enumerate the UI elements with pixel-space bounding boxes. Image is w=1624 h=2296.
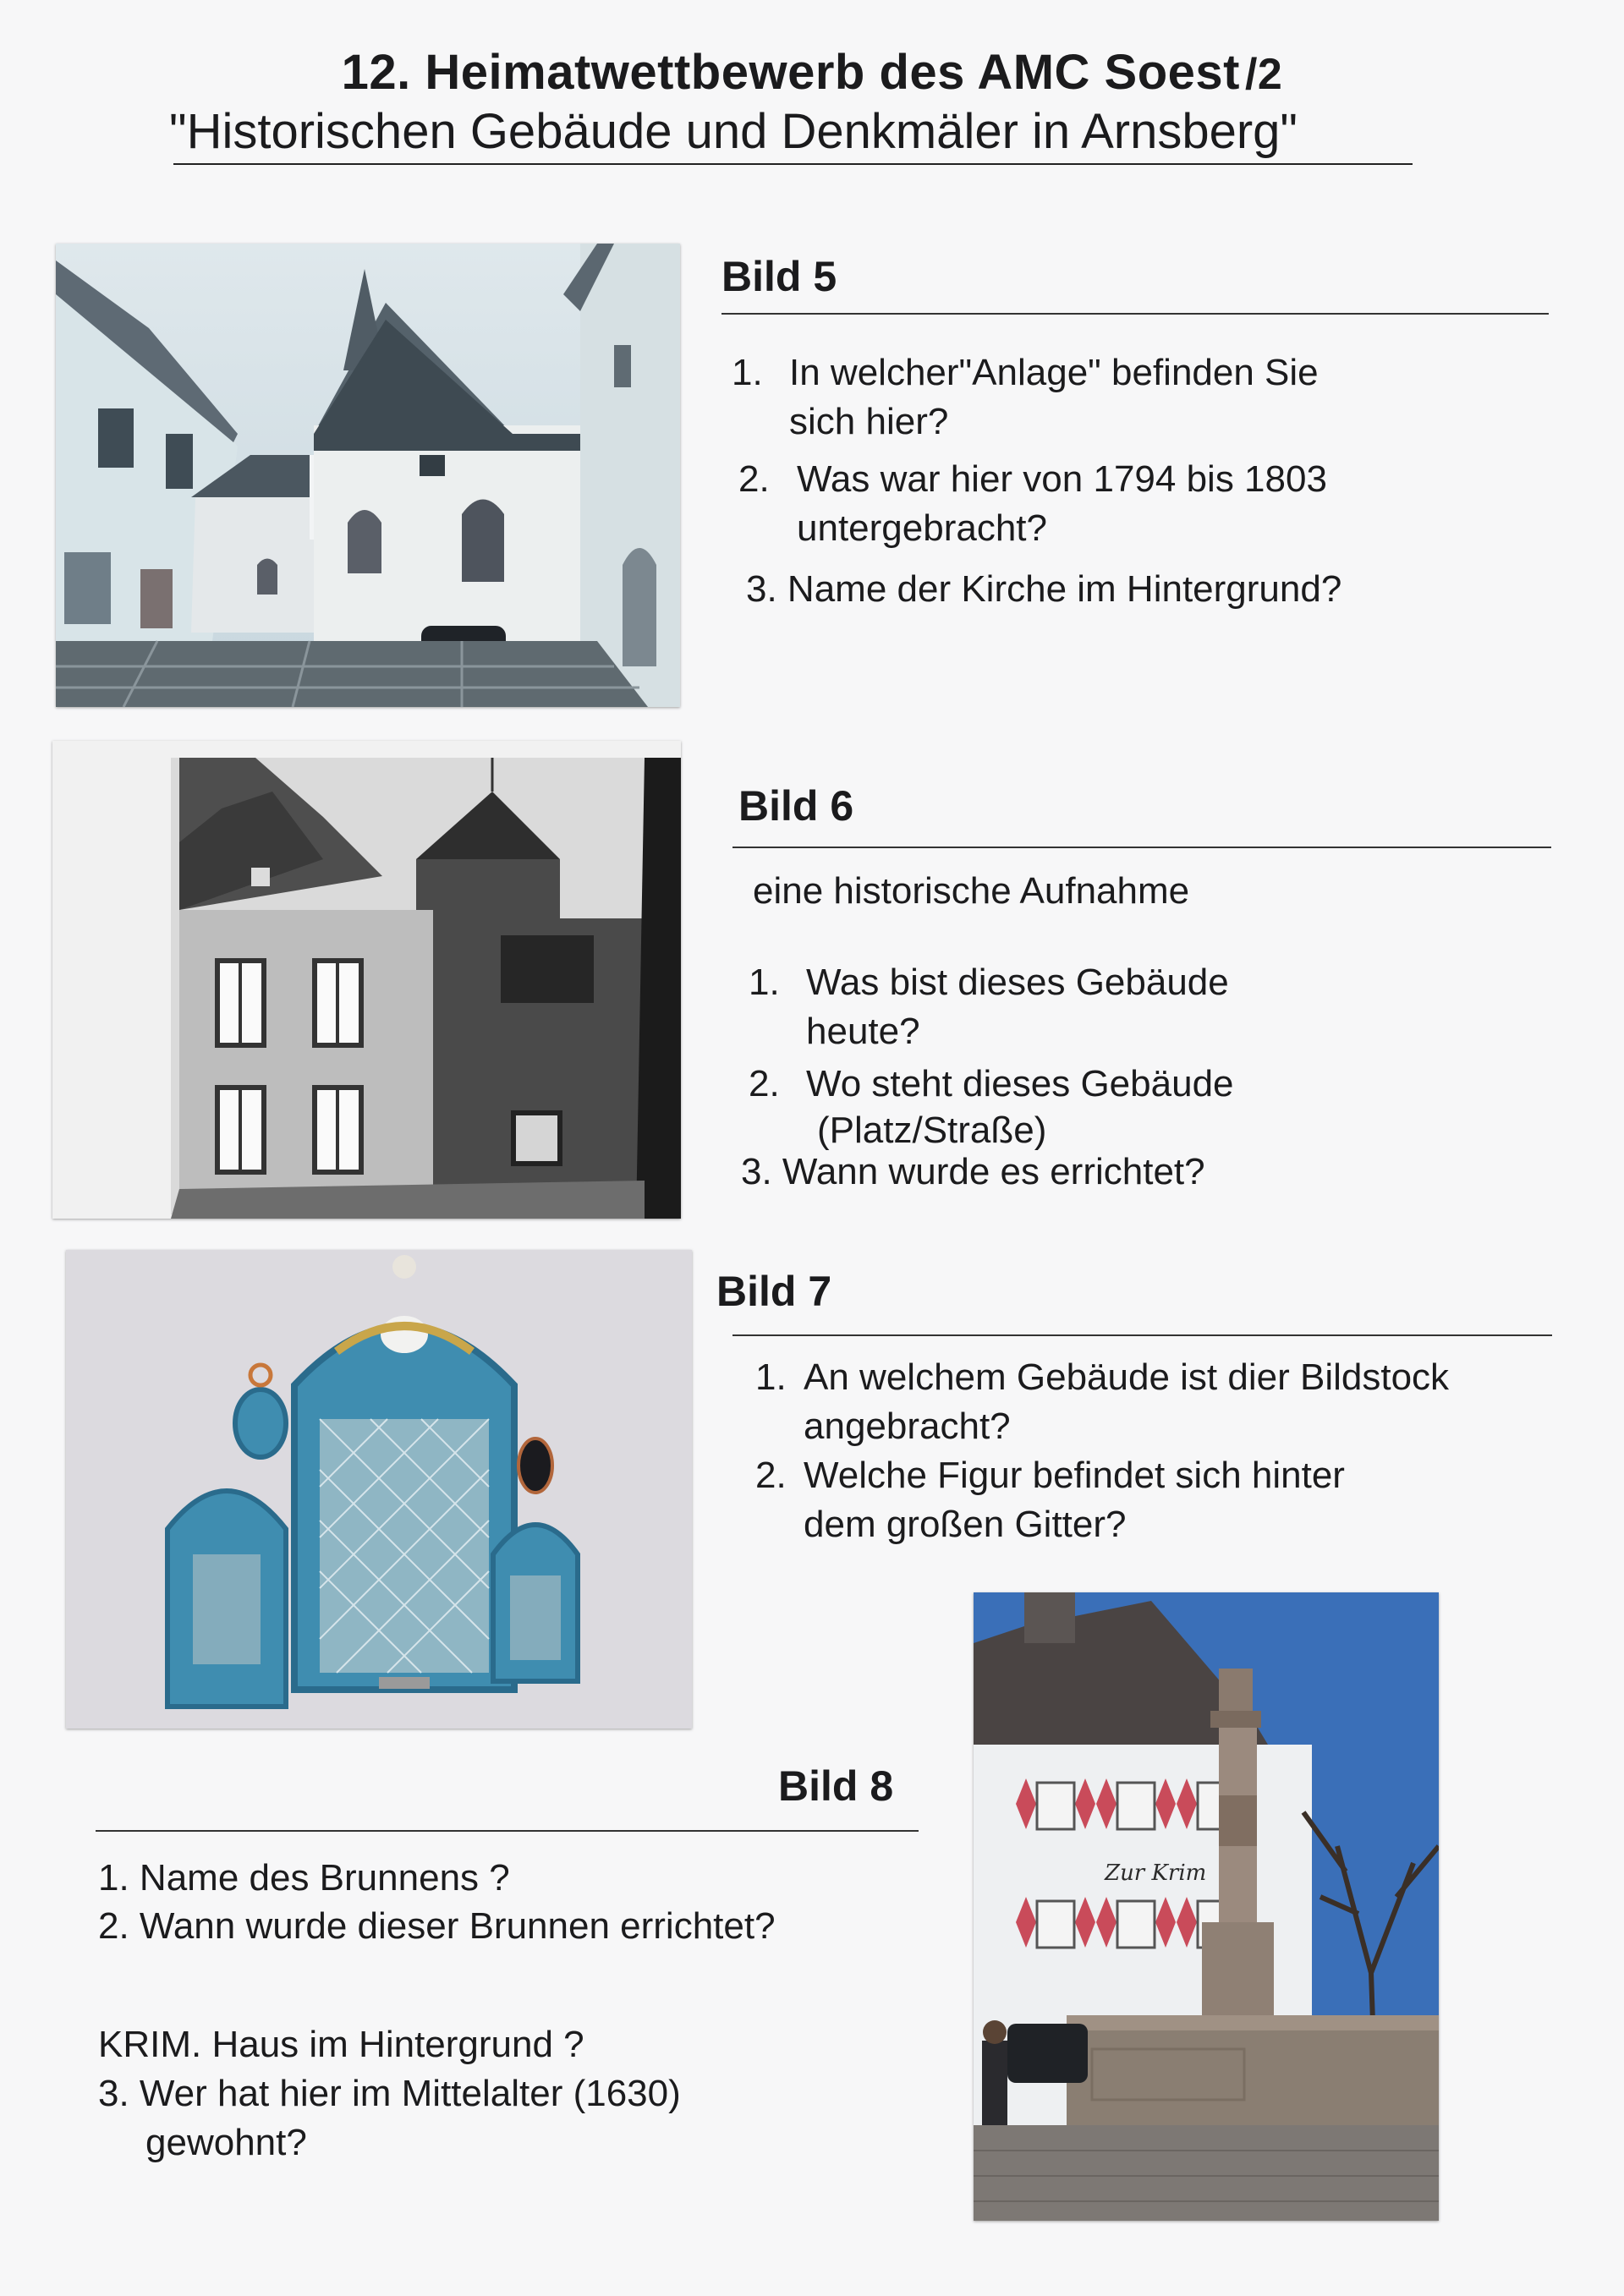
page-marker: /2 bbox=[1244, 50, 1283, 99]
photo-bild5-courtyard-church bbox=[56, 244, 680, 707]
title-text: 12. Heimatwettbewerb des AMC Soest bbox=[341, 45, 1240, 100]
bild7-question-2-cont: dem großen Gitter? bbox=[804, 1504, 1127, 1545]
bild8-question-1: 1. Name des Brunnens ? bbox=[98, 1857, 510, 1899]
page-subtitle: "Historischen Gebäude und Denkmäler in Arnsberg" bbox=[169, 104, 1298, 159]
page-title bbox=[0, 44, 1624, 101]
bild6-intro: eine historische Aufnahme bbox=[753, 870, 1190, 912]
sign-zur-krim: Zur Krim bbox=[1105, 1860, 1207, 1886]
bild8-question-3: 3. Wer hat hier im Mittelalter (1630) bbox=[98, 2073, 681, 2114]
bild5-question-3: 3. Name der Kirche im Hintergrund? bbox=[746, 568, 1342, 610]
photo-bild6-historic-building bbox=[52, 741, 681, 1219]
bild5-question-2-cont: untergebracht? bbox=[797, 507, 1047, 549]
bild6-question-2-cont: (Platz/Straße) bbox=[817, 1110, 1047, 1151]
bild8-question-2: 2. Wann wurde dieser Brunnen errichtet? bbox=[98, 1905, 776, 1947]
heading-bild6: Bild 6 bbox=[738, 782, 854, 830]
bild6-question-1-cont: heute? bbox=[806, 1011, 920, 1052]
bild6-question-1-number: 1. bbox=[749, 962, 780, 1003]
bild5-question-2-number: 2. bbox=[738, 458, 770, 500]
bild7-question-1-number: 1. bbox=[755, 1356, 787, 1398]
bild8-question-3-cont: gewohnt? bbox=[145, 2122, 307, 2163]
bild7-question-1-cont: angebracht? bbox=[804, 1406, 1011, 1447]
bild5-question-1-number: 1. bbox=[732, 352, 763, 393]
bild8-krim-note: KRIM. Haus im Hintergrund ? bbox=[98, 2024, 584, 2065]
heading-bild7: Bild 7 bbox=[716, 1268, 832, 1315]
bild6-question-2: Wo steht dieses Gebäude bbox=[806, 1063, 1234, 1104]
photo-bild8-fountain-zur-krim bbox=[974, 1592, 1439, 2221]
rule-bild5 bbox=[721, 313, 1549, 315]
subtitle-underline bbox=[173, 163, 1413, 165]
bild6-question-3: 3. Wann wurde es errichtet? bbox=[741, 1151, 1205, 1192]
bild6-question-1: Was bist dieses Gebäude bbox=[806, 962, 1229, 1003]
bild5-question-1-cont: sich hier? bbox=[789, 401, 949, 442]
bild7-question-2: Welche Figur befindet sich hinter bbox=[804, 1455, 1345, 1496]
heading-bild8: Bild 8 bbox=[778, 1762, 894, 1810]
rule-bild6 bbox=[732, 847, 1551, 848]
rule-bild7 bbox=[732, 1334, 1552, 1336]
bild7-question-2-number: 2. bbox=[755, 1455, 787, 1496]
bild6-question-2-number: 2. bbox=[749, 1063, 780, 1104]
heading-bild5: Bild 5 bbox=[721, 253, 837, 300]
photo-bild7-wayside-shrine bbox=[66, 1250, 692, 1729]
rule-bild8 bbox=[96, 1830, 919, 1832]
bild5-question-2: Was war hier von 1794 bis 1803 bbox=[797, 458, 1327, 500]
bild7-question-1: An welchem Gebäude ist dier Bildstock bbox=[804, 1356, 1450, 1398]
bild5-question-1: In welcher"Anlage" befinden Sie bbox=[789, 352, 1319, 393]
